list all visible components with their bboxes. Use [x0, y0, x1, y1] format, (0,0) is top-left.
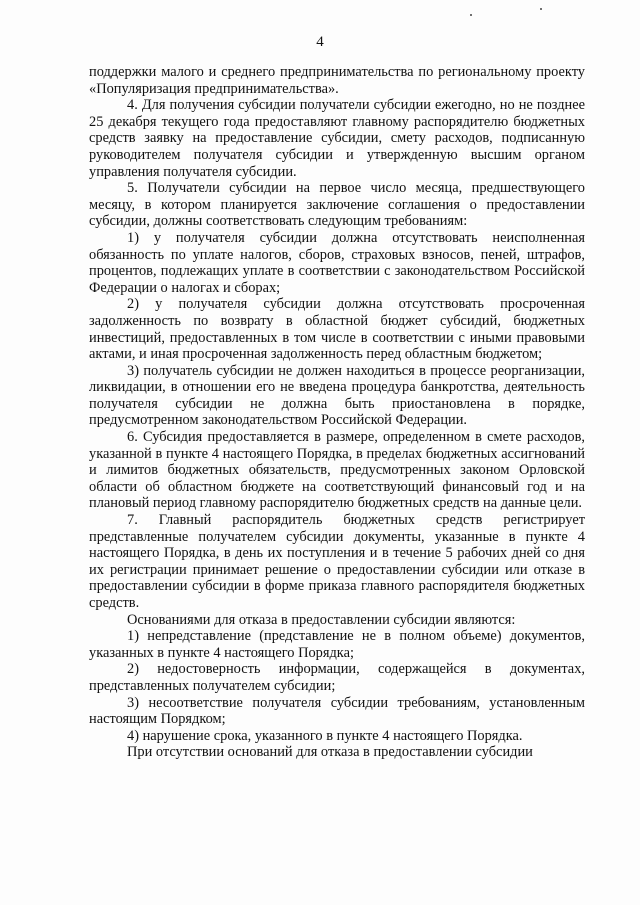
paragraph: 3) несоответствие получателя субсидии требованиям, установленным настоящим Порядком; [89, 694, 585, 728]
paragraph: 6. Субсидия предоставляется в размере, определенном в смете расходов, указанной в пункте 4 настоящего Порядка, в пределах бюджетных ассигнований и лимитов бюджетных обязательств, предусмотренных законом Орловской области об областном бюджете на соответствующий финансовый год и на плановый период главному распорядителю бюджетных средств на данные цели. [89, 429, 585, 512]
paragraph: При отсутствии оснований для отказа в предоставлении субсидии [127, 744, 533, 761]
paragraph: 1) у получателя субсидии должна отсутствовать неисполненная обязанность по уплате налогов, сборов, страховых взносов, пеней, штрафов, процентов, подлежащих уплате в соответствии с законодательством Российской Федерации о налогах и сборах; [89, 229, 585, 296]
paragraph: 5. Получатели субсидии на первое число месяца, предшествующего месяцу, в котором планируется заключение соглашения о предоставлении субсидии, должны соответствовать следующим требованиям: [89, 180, 585, 230]
paragraph: 7. Главный распорядитель бюджетных средств регистрирует представленные получателем субсидии документы, указанные в пункте 4 настоящего Порядка, в день их поступления и в течение 5 рабочих дней со дня их регистрации принимает решение о предоставлении субсидии или отказе в предоставлении субсидии в форме приказа главного распорядителя бюджетных средств. [89, 512, 585, 611]
document-body [89, 64, 585, 761]
paragraph: поддержки малого и среднего предпринимательства по региональному проекту «Популяризация предпринимательства». [89, 64, 585, 97]
paragraph: 2) у получателя субсидии должна отсутствовать просроченная задолженность по возврату в областной бюджет субсидий, бюджетных инвестиций, предоставленных в том числе в соответствии с иными правовыми актами, и иная просроченная задолженность перед областным бюджетом; [89, 296, 585, 363]
scan-speck [470, 14, 472, 16]
paragraph: 4. Для получения субсидии получатели субсидии ежегодно, но не позднее 25 декабря текущего года предоставляют главному распорядителю бюджетных средств заявку на предоставление субсидии, смету расходов, подписанную руководителем получателя субсидии и утвержденную высшим органом управления получателя субсидии. [89, 97, 585, 180]
page-number: 4 [316, 34, 324, 50]
paragraph: 2) недостоверность информации, содержащейся в документах, представленных получателем субсидии; [89, 661, 585, 694]
scan-speck [540, 8, 542, 10]
paragraph: 1) непредставление (представление не в полном объеме) документов, указанных в пункте 4 настоящего Порядка; [89, 628, 585, 661]
paragraph: 4) нарушение срока, указанного в пункте 4 настоящего Порядка. [127, 727, 523, 744]
paragraph: Основаниями для отказа в предоставлении субсидии являются: [127, 611, 516, 628]
paragraph: 3) получатель субсидии не должен находиться в процессе реорганизации, ликвидации, в отношении его не введена процедура банкротства, деятельность получателя субсидии не должна быть приостановлена в порядке, предусмотренном законодательством Российской Федерации. [89, 362, 585, 429]
